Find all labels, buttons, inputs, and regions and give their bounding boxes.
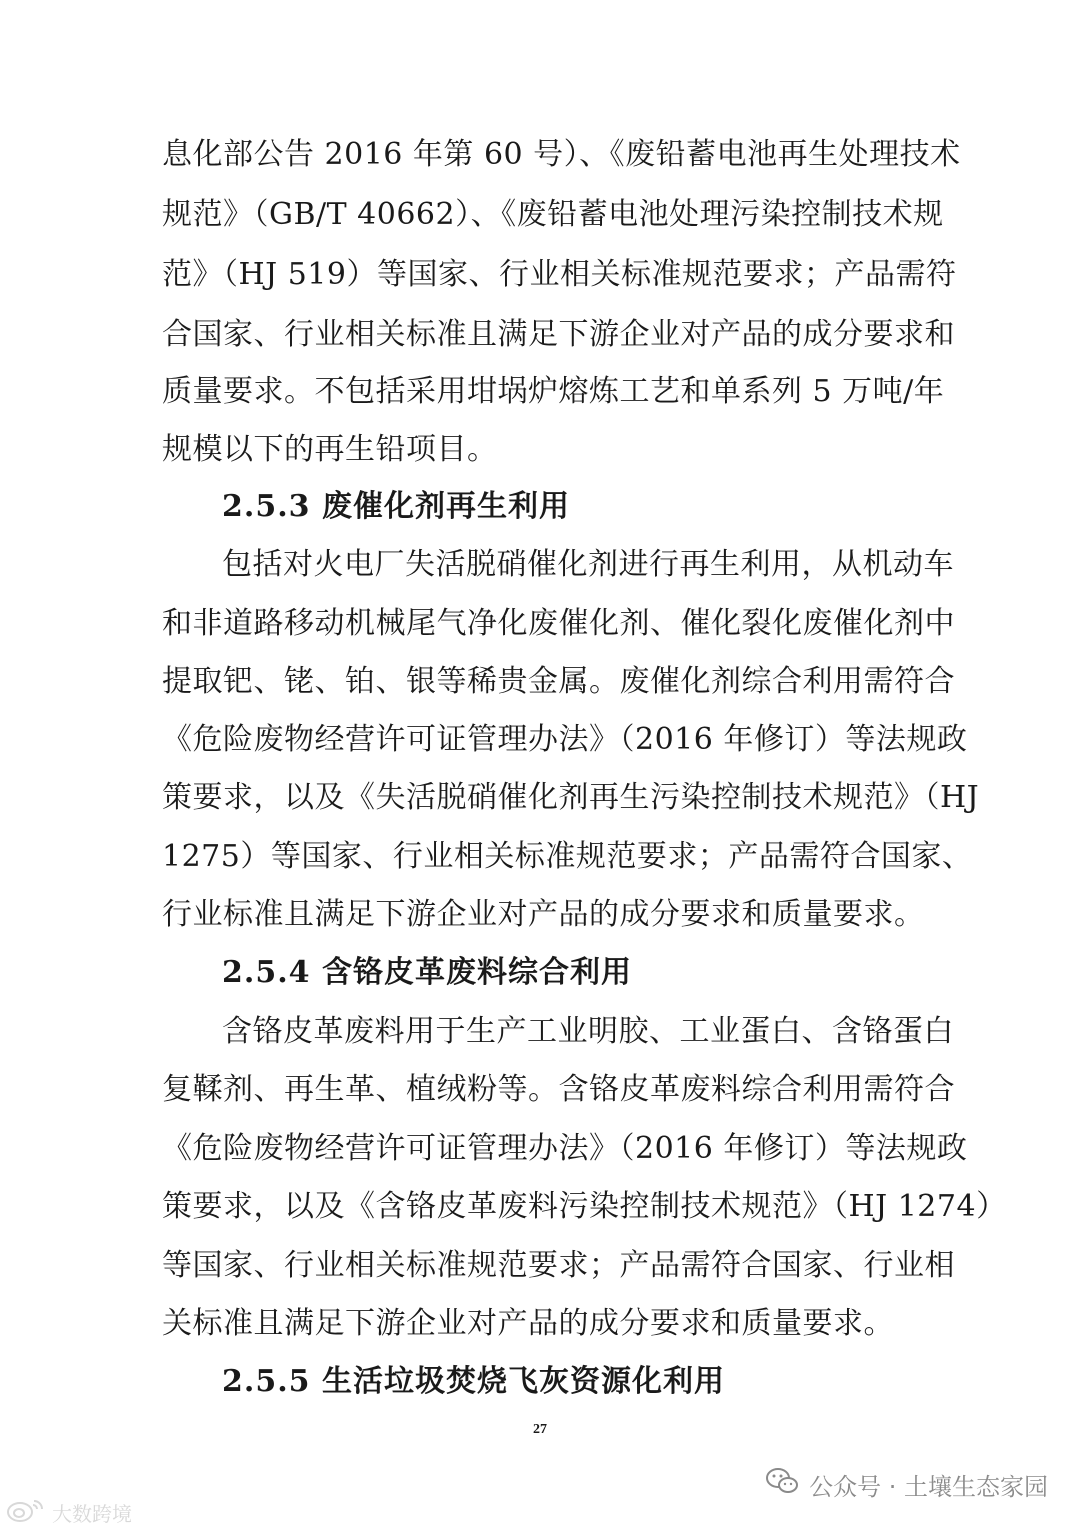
section-heading-2-5-4: 2.5.4 含铬皮革废料综合利用 (222, 955, 632, 990)
paragraph-line: 合国家、行业相关标准且满足下游企业对产品的成分要求和 (162, 317, 955, 352)
paragraph-line: 复鞣剂、再生革、植绒粉等。含铬皮革废料综合利用需符合 (162, 1072, 955, 1107)
paragraph-line: 息化部公告 2016 年第 60 号）、《废铅蓄电池再生处理技术 (162, 137, 961, 172)
paragraph-line: 规模以下的再生铅项目。 (162, 432, 498, 467)
paragraph-line: 行业标准且满足下游企业对产品的成分要求和质量要求。 (162, 897, 925, 932)
watermark-right-text: 公众号 · 土壤生态家园 (809, 1472, 1048, 1501)
paragraph-line: 范》（HJ 519）等国家、行业相关标准规范要求；产品需符 (162, 257, 957, 292)
watermark-left (6, 1497, 132, 1528)
paragraph-line: 提取钯、铑、铂、银等稀贵金属。废催化剂综合利用需符合 (162, 664, 955, 699)
paragraph-line: 含铬皮革废料用于生产工业明胶、工业蛋白、含铬蛋白 (222, 1014, 954, 1049)
paragraph-line: 策要求，以及《含铬皮革废料污染控制技术规范》（HJ 1274） (162, 1189, 1007, 1224)
paragraph-line: 质量要求。不包括采用坩埚炉熔炼工艺和单系列 5 万吨/年 (162, 374, 945, 409)
paragraph-line: 《危险废物经营许可证管理办法》（2016 年修订）等法规政 (162, 1131, 968, 1166)
page-number: 27 (533, 1422, 547, 1437)
wechat-icon (765, 1466, 799, 1502)
paragraph-line: 1275）等国家、行业相关标准规范要求；产品需符合国家、 (162, 839, 973, 874)
paragraph-line: 等国家、行业相关标准规范要求；产品需符合国家、行业相 (162, 1248, 955, 1283)
watermark-right (765, 1466, 1048, 1502)
weibo-icon (6, 1497, 46, 1528)
paragraph-line: 规范》（GB/T 40662）、《废铅蓄电池处理污染控制技术规 (162, 197, 944, 232)
watermark-left-text: 大数跨境 (52, 1502, 132, 1526)
section-heading-2-5-5: 2.5.5 生活垃圾焚烧飞灰资源化利用 (222, 1364, 725, 1399)
paragraph-line: 和非道路移动机械尾气净化废催化剂、催化裂化废催化剂中 (162, 606, 955, 641)
section-heading-2-5-3: 2.5.3 废催化剂再生利用 (222, 489, 570, 524)
paragraph-line: 包括对火电厂失活脱硝催化剂进行再生利用，从机动车 (222, 547, 954, 582)
paragraph-line: 策要求，以及《失活脱硝催化剂再生污染控制技术规范》（HJ (162, 780, 980, 815)
paragraph-line: 《危险废物经营许可证管理办法》（2016 年修订）等法规政 (162, 722, 968, 757)
paragraph-line: 关标准且满足下游企业对产品的成分要求和质量要求。 (162, 1306, 894, 1341)
